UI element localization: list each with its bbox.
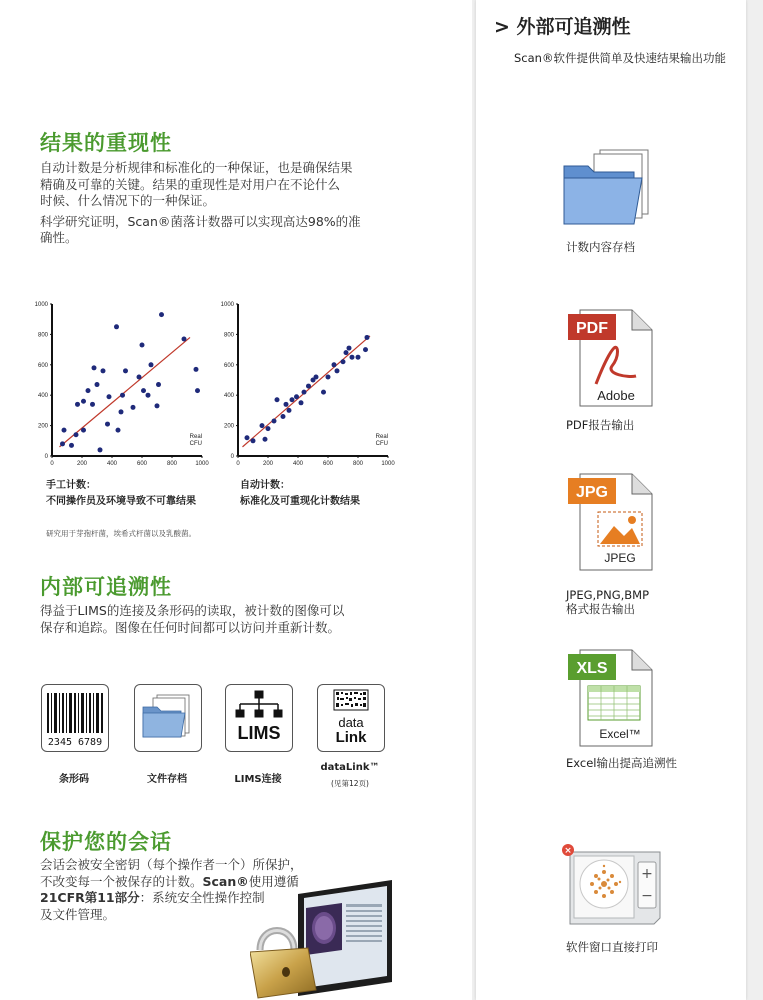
data-point [194,367,199,372]
auto-count-chart [214,296,404,468]
barcode-tile [41,684,109,752]
jpeg-label: JPEG,PNG,BMP 格式报告输出 [566,588,650,616]
data-point [146,393,151,398]
archive-label: 计数内容存档 [566,240,635,254]
datalink-tile [317,684,385,752]
data-point [74,432,79,437]
manual-count-title: 手工计数： [46,480,96,491]
x-tick-label: 800 [166,461,178,467]
data-point [116,428,121,433]
print-window-icon [562,842,666,930]
internal-heading: 内部可追溯性 [40,575,172,599]
x-tick-label: 800 [352,461,364,467]
data-point [155,403,160,408]
x-tick-label: 600 [322,461,334,467]
data-point [302,390,307,395]
barcode-icon [42,685,108,751]
y-tick-label: 1000 [34,302,48,308]
data-point [114,324,119,329]
svg-text:JPG: JPG [575,484,609,501]
data-point [321,390,326,395]
external-subtitle: Scan®软件提供简单及快速结果输出功能 [514,51,726,65]
manual-count-subtitle: 不同操作员及环境导致不可靠结果 [46,496,196,507]
data-point [69,443,74,448]
y-tick-label: 600 [37,362,48,369]
x-tick-label: 1000 [195,461,209,467]
data-point [75,402,80,407]
x-axis-label-line2: CFU [189,441,202,447]
data-point [119,409,124,414]
data-point [86,388,91,393]
data-point [159,312,164,317]
data-point [195,388,200,393]
svg-text:Link: Link [335,729,367,746]
xls-file-icon [566,648,658,748]
svg-text:data: data [338,715,364,730]
data-point [245,435,250,440]
barcode-label: 条形码 [59,774,89,785]
x-tick-label: 200 [262,461,274,467]
x-tick-label: 400 [292,461,304,467]
lims-icon [226,685,292,751]
data-point [284,402,289,407]
data-point [90,402,95,407]
excel-label: Excel输出提高追溯性 [566,756,677,770]
datalink-label: dataLink™ [320,762,380,773]
reproducibility-text: 自动计数是分析规律和标准化的一种保证，也是确保结果 精确及可靠的关键。结果的重现性是对用户在不论什么 时候、什么情况下的一种保证。 科学研究证明，Scan®菌落计数器可以实现高达98%的准 确性。 [40,160,361,245]
data-point [314,374,319,379]
data-point [92,365,97,370]
folder-archive-icon [560,146,666,236]
internal-text: 得益于LIMS的连接及条形码的读取，被计数的图像可以 保存和追踪。图像在任何时间都可以访问并重新计数。 [40,603,345,635]
data-point [281,414,286,419]
x-axis-label-line1: Real [375,434,388,440]
svg-text:−: − [641,888,653,904]
data-point [140,343,145,348]
lims-label: LIMS连接 [234,774,282,785]
y-tick-label: 0 [44,454,48,460]
data-point [347,346,352,351]
y-tick-label: 600 [223,362,234,369]
manual-count-chart [28,296,218,468]
pdf-file-icon [566,308,658,408]
data-point [60,441,65,446]
data-point [98,447,103,452]
data-point [107,394,112,399]
security-text: 会话会被安全密钥（每个操作者一个）所保护， 不改变每一个被保存的计数。Scan®使用遵循 21CFR第11部分：系统安全性操作控制 及文件管理。 [40,857,303,922]
y-tick-label: 800 [37,332,48,339]
data-point [101,368,106,373]
data-point [131,405,136,410]
data-point [120,393,125,398]
data-point [272,419,277,424]
data-point [326,374,331,379]
lims-tile [225,684,293,752]
data-point [365,335,370,340]
svg-text:PDF: PDF [576,320,608,337]
data-point [141,388,146,393]
svg-text:Excel™: Excel™ [599,727,641,741]
data-point [350,355,355,360]
y-tick-label: 400 [223,393,234,400]
svg-text:2345 6789: 2345 6789 [47,737,103,748]
data-point [363,347,368,352]
x-axis-label-line1: Real [189,434,202,440]
x-tick-label: 600 [136,461,148,467]
file-archive-label: 文件存档 [147,774,187,785]
data-point [287,408,292,413]
svg-text:×: × [564,846,572,856]
data-point [275,397,280,402]
svg-text:+: + [641,866,653,882]
x-axis-label-line2: CFU [375,441,388,447]
data-point [260,423,265,428]
data-point [294,394,299,399]
print-label: 软件窗口直接打印 [566,940,658,954]
external-heading: > 外部可追溯性 [494,16,631,38]
pdf-label: PDF报告输出 [566,418,635,432]
trend-line [60,337,191,446]
data-point [149,362,154,367]
file-archive-tile [134,684,202,752]
reproducibility-heading: 结果的重现性 [40,131,172,155]
svg-text:LIMS: LIMS [237,723,281,743]
data-point [95,382,100,387]
data-point [335,368,340,373]
auto-count-title: 自动计数： [240,480,290,491]
x-tick-label: 1000 [381,461,395,467]
y-tick-label: 400 [37,393,48,400]
data-point [332,362,337,367]
svg-text:XLS: XLS [576,660,608,677]
data-point [306,384,311,389]
data-point [266,426,271,431]
data-point [344,350,349,355]
folder-icon [135,685,201,751]
y-tick-label: 800 [223,332,234,339]
data-point [62,428,67,433]
data-point [81,428,86,433]
data-point [123,368,128,373]
data-point [290,397,295,402]
data-point [356,355,361,360]
external-traceability-panel [472,0,763,1000]
data-point [251,438,256,443]
x-tick-label: 0 [50,461,54,467]
external-panel-card [476,0,746,1000]
y-tick-label: 200 [223,423,234,430]
study-note: 研究用于芽孢杆菌，埃希式杆菌以及乳酸菌。 [46,529,196,538]
datalink-sublabel: (见第12页) [331,779,369,788]
data-point [81,399,86,404]
data-point [182,336,187,341]
secured-monitor-illustration [250,878,465,1000]
data-point [156,382,161,387]
x-tick-label: 400 [106,461,118,467]
x-tick-label: 0 [236,461,240,467]
svg-text:JPEG: JPEG [604,551,636,565]
y-tick-label: 200 [37,423,48,430]
y-tick-label: 0 [230,454,234,460]
auto-count-subtitle: 标准化及可重现化计数结果 [240,496,360,507]
data-point [299,400,304,405]
svg-text:Adobe: Adobe [597,388,635,403]
jpg-file-icon [566,472,658,572]
data-point [263,437,268,442]
data-point [137,374,142,379]
security-heading: 保护您的会话 [40,830,172,854]
datalink-icon [318,685,384,751]
x-tick-label: 200 [76,461,88,467]
data-point [105,422,110,427]
data-point [341,359,346,364]
y-tick-label: 1000 [220,302,234,308]
